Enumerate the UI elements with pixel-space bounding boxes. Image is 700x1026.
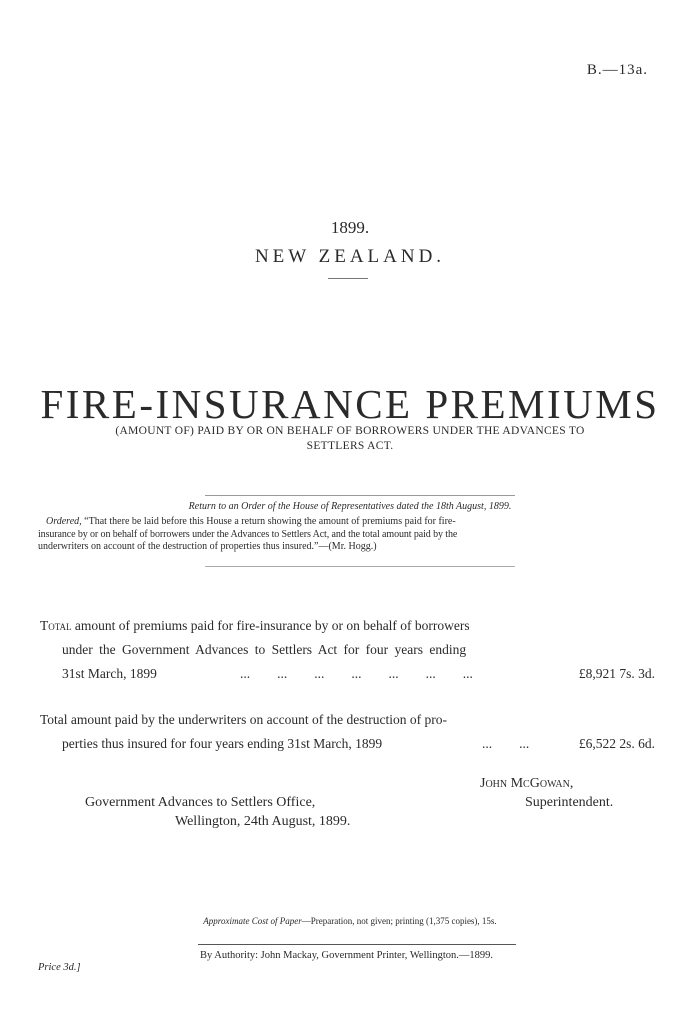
authority-line: By Authority: John Mackay, Government Printer, Wellington.—1899. <box>200 950 493 961</box>
total-premiums-text-1: amount of premiums paid for fire-insurance by or on behalf of borrowers <box>74 618 470 633</box>
total-paid-leaders: ... ... <box>482 736 530 751</box>
section-divider-bottom <box>205 566 515 567</box>
subtitle-line-2: SETTLERS ACT. <box>306 440 394 452</box>
total-premiums-amount: £8,921 7s. 3d. <box>578 666 655 681</box>
signature-name: John McGowan, <box>480 776 574 791</box>
price: Price 3d.] <box>38 962 81 973</box>
year: 1899. <box>330 218 370 237</box>
country: NEW ZEALAND. <box>254 246 446 267</box>
cost-note <box>0 916 700 926</box>
total-premiums-leaders: ... ... ... ... ... ... ... <box>240 666 473 681</box>
cost-note-label: Approximate Cost of Paper <box>203 916 302 926</box>
authority-divider <box>198 944 516 945</box>
paper-number: B.—13a. <box>586 62 648 78</box>
total-paid-line-1: Total amount paid by the underwriters on account of the destruction of pro- <box>40 712 447 727</box>
total-premiums-date: 31st March, 1899 <box>62 666 157 681</box>
total-paid-line-2 <box>40 732 655 756</box>
section-divider-top <box>205 495 515 496</box>
ordered-line-2: insurance by or on behalf of borrowers under the Advances to Settlers Act, and the total amount paid by the <box>38 528 458 540</box>
subtitle-line-1: (AMOUNT OF) PAID BY OR ON BEHALF OF BORROWERS UNDER THE ADVANCES TO <box>115 425 585 437</box>
total-paid-amount: £6,522 2s. 6d. <box>578 736 655 751</box>
total-premiums-line-1 <box>40 614 655 638</box>
total-premiums-line-2: under the Government Advances to Settlers Act for four years ending <box>62 642 467 657</box>
total-premiums-block <box>40 614 655 686</box>
ordered-text-1: “That there be laid before this House a return showing the amount of premiums paid for fire- <box>84 516 456 527</box>
ordered-line-3: underwriters on account of the destruction of properties thus insured.”—(Mr. Hogg.) <box>38 541 377 552</box>
ordered-paragraph <box>38 516 658 554</box>
title-divider <box>328 278 368 279</box>
office-line-2: Wellington, 24th August, 1899. <box>175 814 351 829</box>
cost-note-text: —Preparation, not given; printing (1,375 copies), 15s. <box>301 916 497 926</box>
ordered-label: Ordered, <box>46 516 82 527</box>
main-title: FIRE-INSURANCE PREMIUMS <box>40 381 660 427</box>
total-paid-text-2: perties thus insured for four years ending 31st March, 1899 <box>62 736 383 751</box>
total-premiums-lead: Total <box>40 618 72 633</box>
total-paid-block <box>40 708 655 756</box>
signature-title: Superintendent. <box>525 795 614 810</box>
office-line-1: Government Advances to Settlers Office, <box>85 795 316 810</box>
total-premiums-line-3 <box>40 662 655 686</box>
return-note: Return to an Order of the House of Representatives dated the 18th August, 1899. <box>188 501 512 512</box>
ordered-line-1 <box>38 516 658 529</box>
